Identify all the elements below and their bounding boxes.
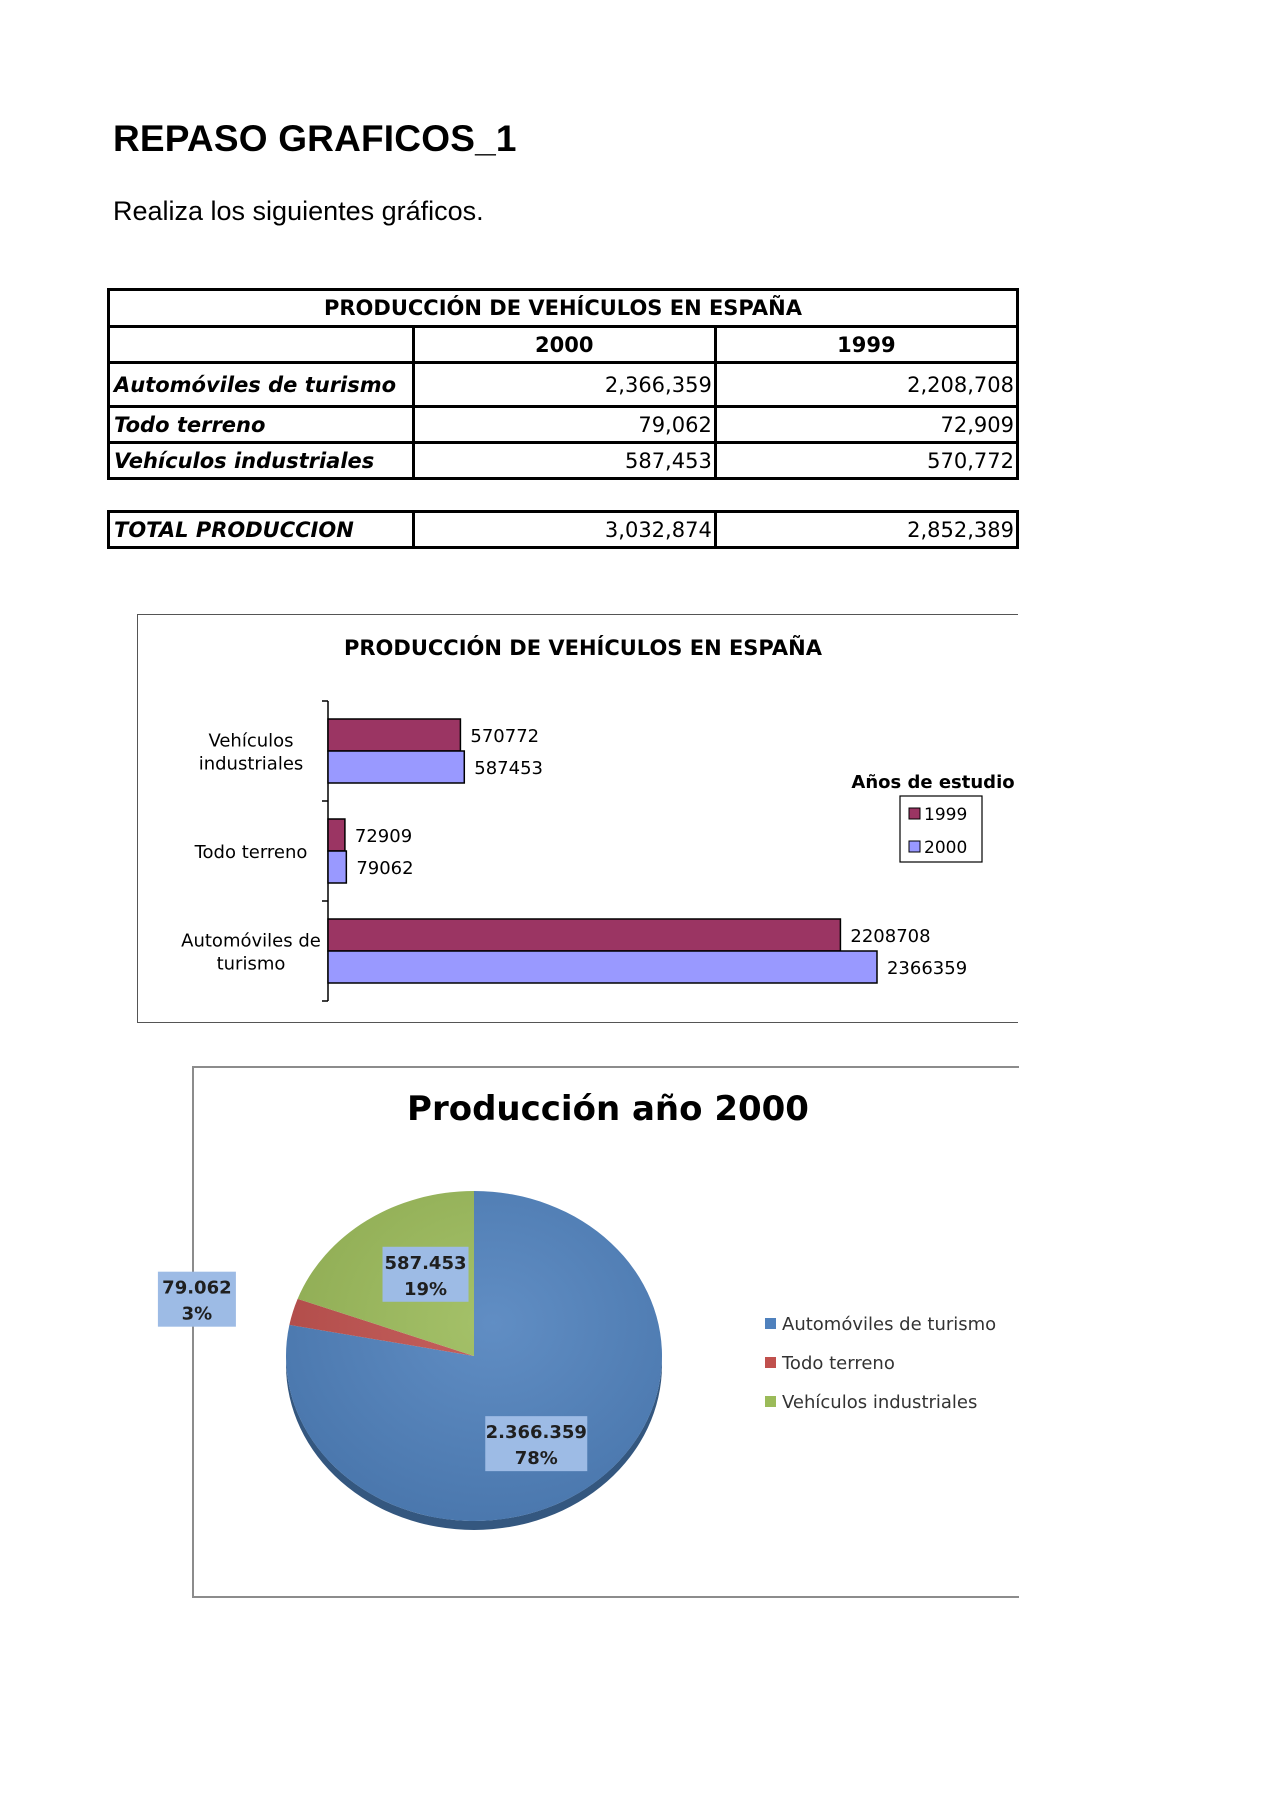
bar-category-label: Automóviles de [181,930,321,952]
bar-category-label: industriales [198,753,304,775]
bar-data-label: 72909 [354,826,413,847]
table-header-year: 2000 [413,327,715,363]
table-row-label: Vehículos industriales [109,443,414,479]
table-corner-cell [109,327,414,363]
pie-data-label-value: 2.366.359 [485,1422,587,1444]
pie-legend-swatch [765,1318,776,1329]
bar-legend-title: Años de estudio [851,772,1015,793]
bar-legend-swatch [909,841,920,852]
bar-1999 [328,819,345,851]
bar-1999 [328,919,840,951]
bar-data-label: 587453 [474,758,544,779]
bar-2000 [328,951,877,983]
table-title: PRODUCCIÓN DE VEHÍCULOS EN ESPAÑA [109,290,1018,327]
bar-data-label: 79062 [356,858,414,879]
bar-category-label: Vehículos [208,730,294,752]
table-cell: 2,366,359 [413,363,715,407]
pie-data-label-percent: 3% [181,1303,213,1325]
table-cell: 587,453 [413,443,715,479]
table-spacer [109,479,1018,512]
pie-legend-label: Todo terreno [782,1353,895,1374]
table-cell: 79,062 [413,407,715,443]
bar-legend-label: 1999 [924,805,968,825]
pie-legend-label: Automóviles de turismo [782,1314,997,1335]
page-title: REPASO GRAFICOS_1 [113,118,517,159]
table-total-cell: 2,852,389 [715,512,1017,548]
table-cell: 72,909 [715,407,1017,443]
table-total-label: TOTAL PRODUCCION [109,512,414,548]
page-subtitle: Realiza los siguientes gráficos. [113,196,484,226]
pie-legend-swatch [765,1357,776,1368]
pie-chart-frame [162,1066,1019,1598]
bar-legend-label: 2000 [924,838,968,858]
bar-data-label: 2366359 [886,958,968,979]
bar-1999 [328,719,460,751]
production-table [107,288,1019,549]
bar-chart [138,615,1018,1022]
bar-chart-title: PRODUCCIÓN DE VEHÍCULOS EN ESPAÑA [344,636,822,660]
bar-2000 [328,851,346,883]
pie-data-label-percent: 78% [514,1448,558,1470]
table-cell: 2,208,708 [715,363,1017,407]
pie-shading [286,1191,662,1521]
bar-data-label: 570772 [470,726,540,747]
bar-2000 [328,751,464,783]
table-row-label: Automóviles de turismo [109,363,414,407]
pie-legend-label: Vehículos industriales [782,1392,978,1413]
bar-category-label: Todo terreno [194,842,308,863]
table-total-cell: 3,032,874 [413,512,715,548]
pie-chart-title: Producción año 2000 [407,1089,809,1129]
pie-data-label-value: 587.453 [384,1252,467,1274]
table-row-label: Todo terreno [109,407,414,443]
pie-data-label-percent: 19% [403,1278,448,1300]
bar-chart-frame [137,614,1018,1023]
bar-category-label: turismo [216,953,286,975]
table-cell: 570,772 [715,443,1017,479]
pie-legend-swatch [765,1396,776,1407]
pie-data-label-value: 79.062 [162,1277,232,1299]
pie-chart [162,1068,1019,1596]
table-header-year: 1999 [715,327,1017,363]
bar-legend-swatch [909,808,920,819]
bar-data-label: 2208708 [850,926,931,947]
